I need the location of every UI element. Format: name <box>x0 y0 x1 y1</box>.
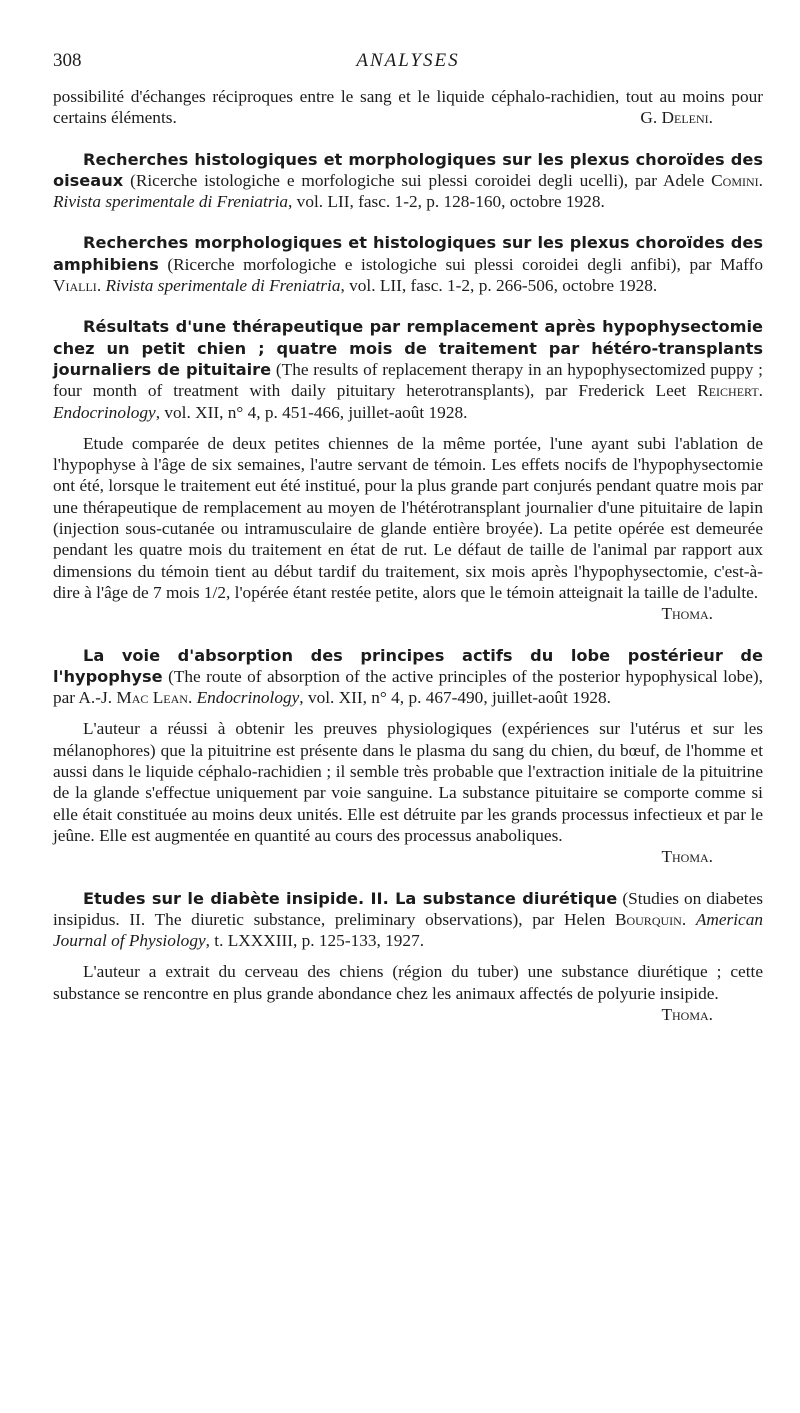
article-3-author: Reichert <box>697 381 759 401</box>
article-5-sep: . <box>681 909 696 929</box>
article-4-author: Mac Lean <box>116 688 188 708</box>
article-5-summary: L'auteur a extrait du cerveau des chiens (région du tuber) une substance diurétique ; cette substance se rencontre en plus grande abondance chez les animaux affectés de polyurie insipide. <box>53 962 763 1003</box>
article-2-sep: . <box>96 276 106 296</box>
article-5-summary-paragraph <box>53 961 763 1024</box>
article-2-text: (Ricerche morfologiche e istologiche sui plessi coroidei degli anfibi), par Maffo <box>167 254 763 274</box>
page-number: 308 <box>53 50 82 71</box>
article-2-reference <box>53 232 763 296</box>
page-header <box>53 50 763 80</box>
article-3-sep: . <box>758 381 763 401</box>
article-4-reference <box>53 645 763 709</box>
article-3-reference <box>53 316 763 422</box>
article-3-title: Résultats d'une thérapeutique par remplacement après hypophysectomie chez un petit chien ; quatre mois de traitement par hétéro-transplants journaliers de pituitaire <box>53 317 763 379</box>
article-4-text: (The route of absorption of the active principles of the posterior hypophysical lobe), par A.-J. <box>53 666 764 708</box>
article-1-title: Recherches histologiques et morphologiques sur les plexus choroïdes des oiseaux <box>53 149 763 190</box>
article-4-sep: . <box>187 688 197 708</box>
article-1-author: Comini <box>711 170 759 190</box>
article-4-citation: , vol. XII, n° 4, p. 467-490, juillet-août 1928. <box>299 688 611 708</box>
article-5-text: (Studies on diabetes insipidus. II. The diuretic substance, preliminary observations), par Helen <box>53 888 764 929</box>
article-3-signature: Thoma. <box>661 604 713 624</box>
article-1-reference <box>53 149 763 213</box>
article-3-summary: Etude comparée de deux petites chiennes de la même portée, l'une ayant subi l'ablation de l'hypophyse à l'âge de six semaines, l'autre servant de témoin. Les effets nocifs de l'hypophysectomie ont été, lorsque le traitement eut été institué, pour la plus grande part conjurés pendant quatre mois par une thérapeutique de remplacement au moyen de l'hétérotransplant journalier d'une pituitaire de lapin (injection sous-cutanée ou intramusculaire de glande entière broyée). La petite opérée est demeurée pendant les quatre mois du traitement en état de rut. Le défaut de taille de l'animal par rapport aux dimensions du témoin tient au début tardif du traitement, six mois après l'hypophysectomie, c'est-à-dire à l'âge de 7 mois 1/2, l'opérée étant restée petite, alors que le témoin atteignait la taille de l'adulte. <box>53 433 763 602</box>
article-5-signature: Thoma. <box>661 1004 713 1024</box>
page-body <box>53 86 763 1025</box>
running-title: ANALYSES <box>356 50 460 71</box>
article-3-journal: Endocrinology <box>53 402 156 422</box>
article-5-title: Etudes sur le diabète insipide. II. La substance diurétique <box>83 888 618 908</box>
article-5-citation: , t. LXXXIII, p. 125-133, 1927. <box>205 931 425 951</box>
article-4-title: La voie d'absorption des principes actifs du lobe postérieur de l'hypophyse <box>53 645 763 686</box>
article-1-text: (Ricerche istologiche e morfologiche sui plessi coroidei degli ucelli), par Adele <box>130 170 712 190</box>
article-5-author: Bourquin <box>614 909 682 929</box>
article-5-reference <box>53 888 763 952</box>
intro-text: possibilité d'échanges réciproques entre le sang et le liquide céphalo-rachidien, tout au moins pour certains éléments. <box>53 87 763 128</box>
article-1-citation: , vol. LII, fasc. 1-2, p. 128-160, octobre 1928. <box>288 192 605 212</box>
intro-paragraph <box>53 86 763 129</box>
article-1-sep: . <box>758 170 763 190</box>
article-3-text: (The results of replacement therapy in an hypophysectomized puppy ; four month of treatment with daily pituitary heterotransplants), par Frederick Leet <box>53 359 763 401</box>
article-4-summary: L'auteur a réussi à obtenir les preuves physiologiques (expériences sur l'utérus et sur les mélanophores) que la pituitrine est présente dans le plasma du sang du chien, du bœuf, de l'homme et aussi dans le liquide céphalo-rachidien ; il semble très probable que l'extraction initiale de la pituitrine de la glande s'effectue uniquement par voie sanguine. La substance pituitaire se comporte comme si elle était constituée au moins deux unités. Elle est détruite par les grands processus infectieux et par le jeûne. Elle est augmentée en quantité au cours des processus anaboliques. <box>53 719 763 845</box>
article-5-journal: American Journal of Physiology <box>53 909 764 951</box>
article-1-journal: Rivista sperimentale di Freniatria <box>53 192 289 212</box>
article-2-title: Recherches morphologiques et histologiques sur les plexus choroïdes des amphibiens <box>53 233 763 274</box>
article-4-journal: Endocrinology <box>196 688 300 708</box>
article-2-citation: , vol. LII, fasc. 1-2, p. 266-506, octobre 1928. <box>340 276 658 296</box>
intro-signature: G. Deleni. <box>640 108 713 128</box>
article-2-author: Vialli <box>53 276 97 296</box>
article-2-journal: Rivista sperimentale di Freniatria <box>105 276 341 296</box>
article-4-signature: Thoma. <box>661 847 713 867</box>
article-3-citation: , vol. XII, n° 4, p. 451-466, juillet-août 1928. <box>155 402 468 422</box>
